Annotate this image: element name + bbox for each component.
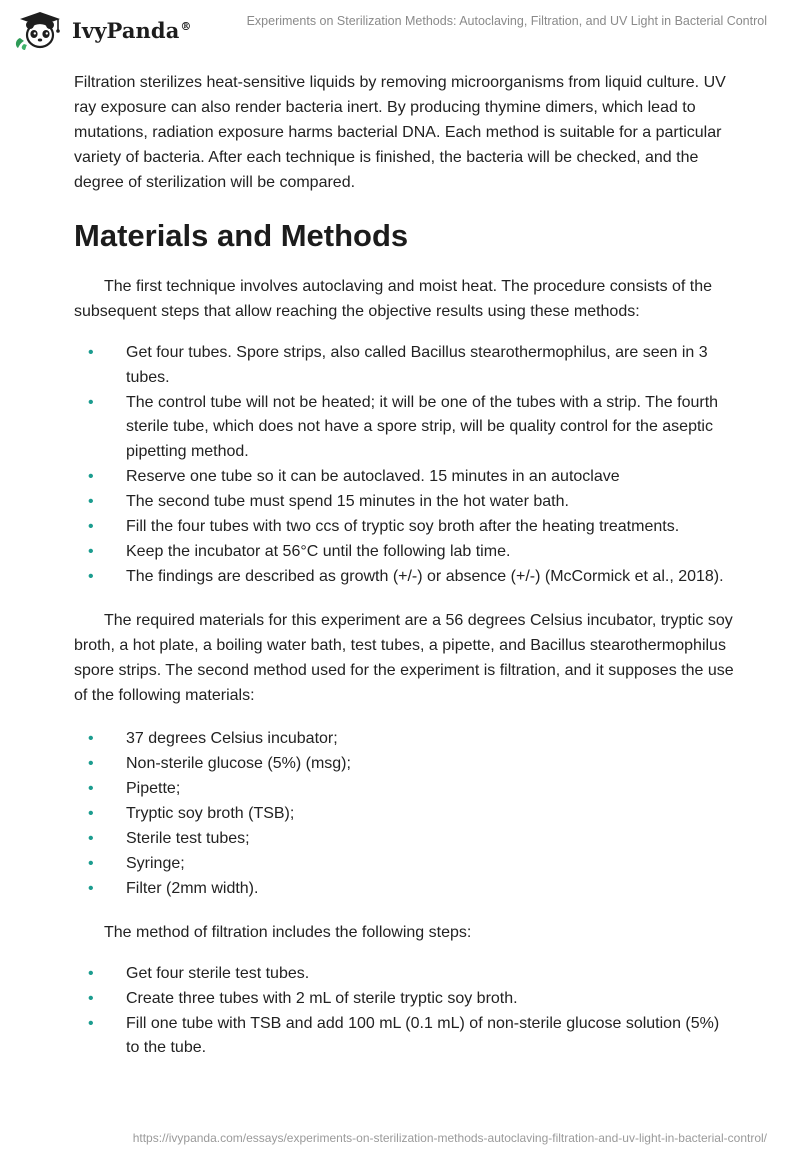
bullet-icon: • xyxy=(88,805,94,823)
list-item: • The control tube will not be heated; it will be one of the tubes with a strip. The fourth sterile tube, which does not have a spore strip, will be quality control for the aseptic pipetting method. xyxy=(74,391,736,465)
filtration-steps-list xyxy=(74,962,736,1061)
panda-graduate-icon xyxy=(14,10,66,50)
list-item: • Create three tubes with 2 mL of sterile tryptic soy broth. xyxy=(74,987,736,1012)
list-item: • The second tube must spend 15 minutes in the hot water bath. xyxy=(74,490,736,515)
bullet-icon: • xyxy=(88,1014,94,1032)
autoclave-steps-list xyxy=(74,341,736,589)
article-body xyxy=(74,70,736,1061)
bullet-icon: • xyxy=(88,855,94,873)
filtration-intro-paragraph: The method of filtration includes the following steps: xyxy=(104,923,472,941)
bullet-icon: • xyxy=(88,755,94,773)
list-item: • Keep the incubator at 56°C until the following lab time. xyxy=(74,540,736,565)
list-item: • Non-sterile glucose (5%) (msg); xyxy=(74,752,736,777)
brand-name: IvyPanda® xyxy=(72,17,192,43)
list-item: • Syringe; xyxy=(74,852,736,877)
list-item: • Filter (2mm width). xyxy=(74,877,736,902)
bullet-icon: • xyxy=(88,730,94,748)
page-header xyxy=(0,0,800,60)
registered-mark: ® xyxy=(180,19,192,33)
section-heading: Materials and Methods xyxy=(74,218,409,253)
list-item: • Reserve one tube so it can be autoclaved. 15 minutes in an autoclave xyxy=(74,465,736,490)
autoclave-intro-paragraph: The first technique involves autoclaving and moist heat. The procedure consists of the subsequent steps that allow reaching the objective results using these methods: xyxy=(74,278,713,320)
bullet-icon: • xyxy=(88,517,94,535)
bullet-icon: • xyxy=(88,492,94,510)
bullet-icon: • xyxy=(88,393,94,411)
ivypanda-logo[interactable] xyxy=(14,10,192,50)
materials-paragraph: The required materials for this experiment are a 56 degrees Celsius incubator, tryptic soy broth, a hot plate, a boiling water bath, test tubes, a pipette, and Bacillus stearothermophilus spore strips. The second method used for the experiment is filtration, and it supposes the use of the following materials: xyxy=(74,612,734,705)
bullet-icon: • xyxy=(88,467,94,485)
document-title: Experiments on Sterilization Methods: Autoclaving, Filtration, and UV Light in Bacterial Control xyxy=(246,14,767,28)
list-item: • Get four tubes. Spore strips, also called Bacillus stearothermophilus, are seen in 3 tubes. xyxy=(74,341,736,390)
list-item: • Get four sterile test tubes. xyxy=(74,962,736,987)
bullet-icon: • xyxy=(88,964,94,982)
bullet-icon: • xyxy=(88,830,94,848)
filtration-materials-list xyxy=(74,727,736,902)
list-item: • Fill the four tubes with two ccs of tryptic soy broth after the heating treatments. xyxy=(74,515,736,540)
bullet-icon: • xyxy=(88,780,94,798)
intro-paragraph: Filtration sterilizes heat-sensitive liquids by removing microorganisms from liquid culture. UV ray exposure can also render bacteria inert. By producing thymine dimers, which lead to mutations, radiation exposure harms bacterial DNA. Each method is suitable for a particular variety of bacteria. After each technique is finished, the bacteria will be checked, and the degree of sterilization will be compared. xyxy=(74,74,726,191)
list-item: • Tryptic soy broth (TSB); xyxy=(74,802,736,827)
bullet-icon: • xyxy=(88,542,94,560)
list-item: • The findings are described as growth (+/-) or absence (+/-) (McCormick et al., 2018). xyxy=(74,565,736,590)
list-item: • Fill one tube with TSB and add 100 mL (0.1 mL) of non-sterile glucose solution (5%) to the tube. xyxy=(74,1012,736,1061)
bullet-icon: • xyxy=(88,344,94,361)
list-item: • Pipette; xyxy=(74,777,736,802)
list-item: • Sterile test tubes; xyxy=(74,827,736,852)
bullet-icon: • xyxy=(88,567,94,585)
bullet-icon: • xyxy=(88,880,94,898)
bullet-icon: • xyxy=(88,989,94,1007)
list-item: • 37 degrees Celsius incubator; xyxy=(74,727,736,752)
source-url-link[interactable]: https://ivypanda.com/essays/experiments-on-sterilization-methods-autoclaving-filtration-and-uv-light-in-bacterial-control/ xyxy=(132,1131,767,1145)
